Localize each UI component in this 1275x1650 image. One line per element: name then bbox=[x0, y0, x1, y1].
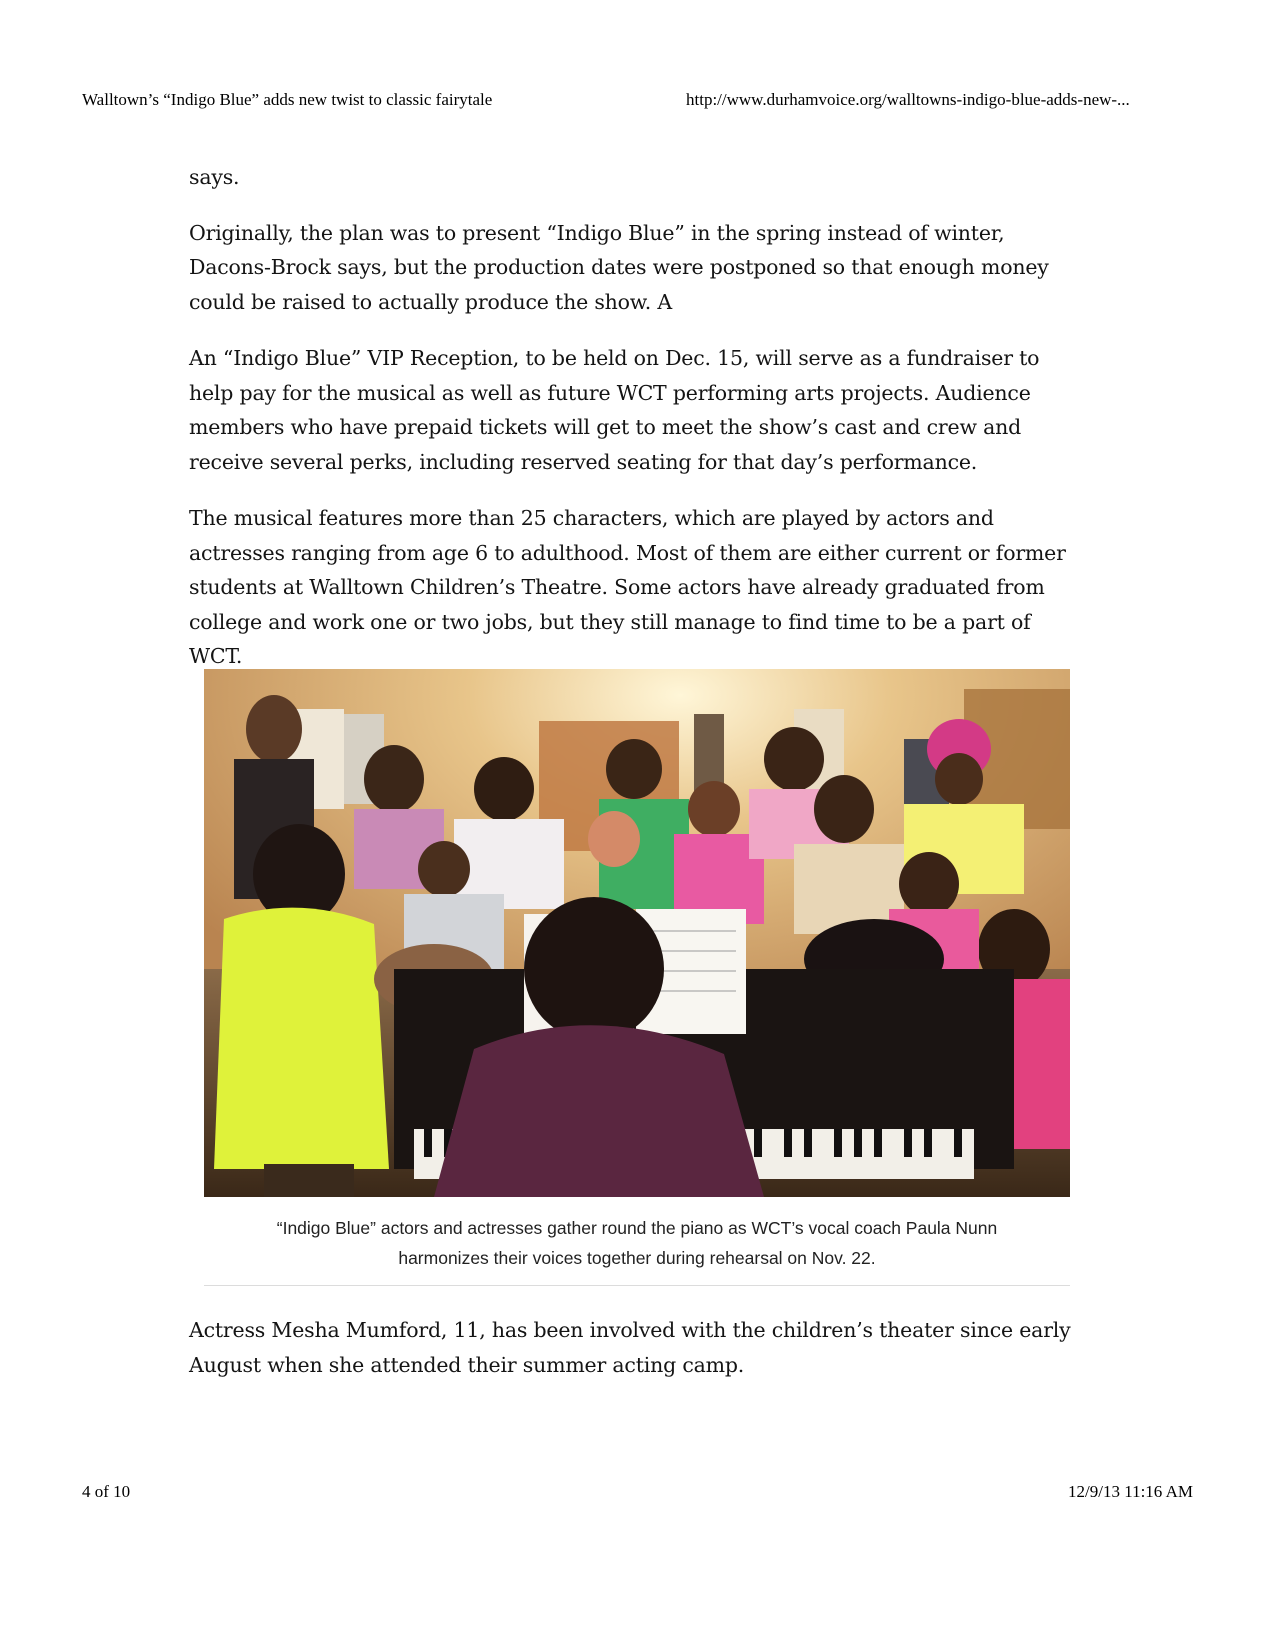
print-header bbox=[82, 90, 1193, 114]
caption-divider bbox=[204, 1285, 1070, 1286]
article-figure bbox=[204, 669, 1070, 1286]
photo-caption: “Indigo Blue” actors and actresses gather round the piano as WCT’s vocal coach Paula Nunn harmonizes their voices together during rehearsal on Nov. 22. bbox=[276, 1218, 998, 1268]
paragraph: The musical features more than 25 characters, which are played by actors and actresses ranging from age 6 to adulthood. Most of them are either current or former students at Walltown Children’s Theatre. Some actors have already graduated from college and work one or two jobs, but they still manage to find time to be a part of WCT. bbox=[189, 506, 1066, 668]
article-body bbox=[189, 160, 1089, 696]
print-footer bbox=[82, 1482, 1193, 1506]
paragraph: says. bbox=[189, 165, 240, 189]
page-number: 4 of 10 bbox=[82, 1482, 131, 1501]
paragraph: Originally, the plan was to present “Indigo Blue” in the spring instead of winter, Dacons-Brock says, but the production dates were postponed so that enough money could be raised to actually produce the show. A bbox=[189, 220, 1049, 314]
print-header-title: Walltown’s “Indigo Blue” adds new twist to classic fairytale bbox=[82, 90, 493, 109]
paragraph: Actress Mesha Mumford, 11, has been involved with the children’s theater since early August when she attended their summer acting camp. bbox=[189, 1318, 1071, 1377]
paragraph: An “Indigo Blue” VIP Reception, to be held on Dec. 15, will serve as a fundraiser to help pay for the musical as well as future WCT performing arts projects. Audience members who have prepaid tickets will get to meet the show’s cast and crew and receive several perks, including reserved seating for that day’s performance. bbox=[189, 346, 1040, 474]
print-timestamp: 12/9/13 11:16 AM bbox=[1068, 1482, 1193, 1501]
print-header-url[interactable]: http://www.durhamvoice.org/walltowns-indigo-blue-adds-new-... bbox=[686, 90, 1130, 109]
rehearsal-photo bbox=[204, 669, 1070, 1197]
article-body-continued bbox=[189, 1313, 1089, 1382]
